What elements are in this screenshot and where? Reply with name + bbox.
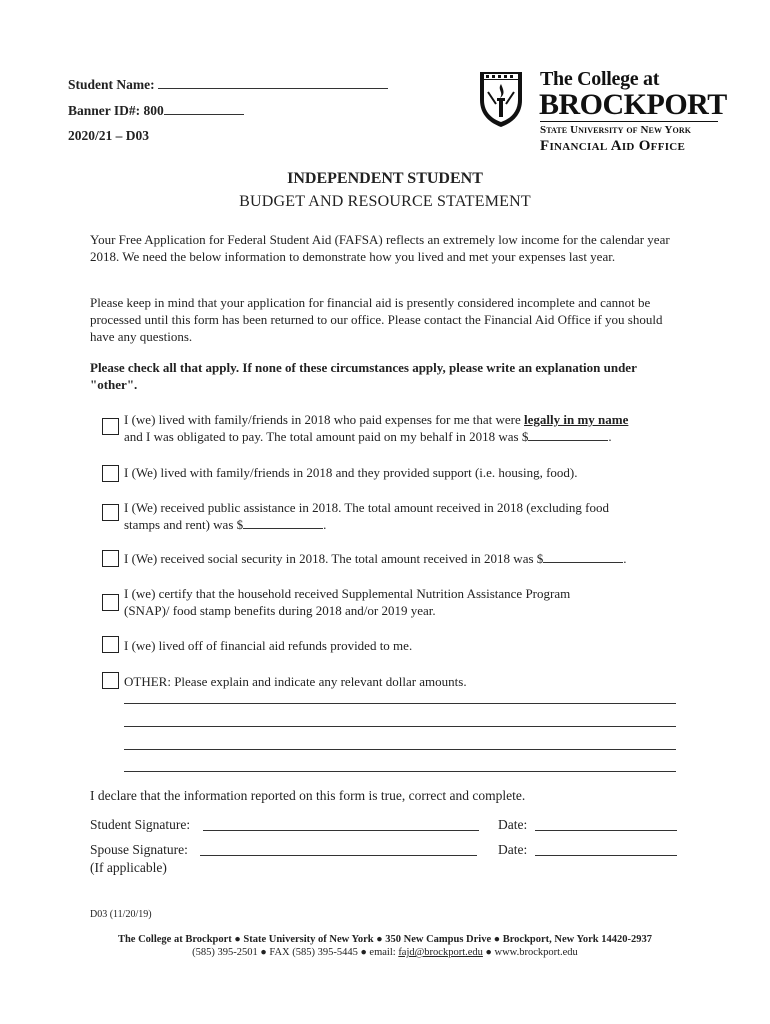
banner-id-row (68, 102, 244, 119)
college-seal-icon (478, 70, 524, 128)
form-code: 2020/21 – D03 (68, 128, 149, 143)
other-explanation-line-4[interactable] (124, 771, 676, 772)
checkbox-family-support[interactable] (102, 465, 119, 482)
option-social-security: I (We) received social security in 2018. The total amount received in 2018 was $ . (124, 551, 627, 566)
instruction-text: Please check all that apply. If none of these circumstances apply, please write an explanation under "other". (90, 360, 637, 392)
public-assistance-amount-field[interactable] (243, 516, 323, 529)
student-name-label: Student Name: (68, 77, 155, 92)
form-subtitle: BUDGET AND RESOURCE STATEMENT (239, 193, 531, 210)
checkbox-financial-aid-refunds[interactable] (102, 636, 119, 653)
intro-paragraph-2: Please keep in mind that your application for financial aid is presently considered incomplete and cannot be processed until this form has been returned to our office. Please contact the Financial Aid Office if you should have any questions. (90, 295, 663, 344)
checkbox-public-assistance[interactable] (102, 504, 119, 521)
other-explanation-line-3[interactable] (124, 749, 676, 750)
student-date-label: Date: (498, 817, 528, 832)
checkbox-social-security[interactable] (102, 550, 119, 567)
option-financial-aid-refunds: I (we) lived off of financial aid refunds provided to me. (124, 638, 413, 653)
footer-contact: (585) 395-2501 ● FAX (585) 395-5445 ● email: fajd@brockport.edu ● www.brockport.edu (192, 947, 578, 958)
paid-amount-field[interactable] (528, 428, 608, 441)
legally-in-my-name-emphasis: legally in my name (524, 412, 629, 427)
option-paid-expenses: I (we) lived with family/friends in 2018 who paid expenses for me that were legally in my name and I was obligated to pay. The total amount paid on my behalf in 2018 was $ . (124, 412, 629, 444)
logo-line1: The College at (540, 68, 660, 90)
spouse-date-line[interactable] (535, 855, 677, 856)
student-date-line[interactable] (535, 830, 677, 831)
student-signature-line[interactable] (203, 830, 479, 831)
spouse-signature-label: Spouse Signature: (90, 842, 188, 857)
student-name-row (68, 76, 388, 93)
form-number: D03 (11/20/19) (90, 909, 152, 920)
checkbox-other[interactable] (102, 672, 119, 689)
college-logo (478, 68, 727, 154)
logo-line3: State University of New York (540, 121, 718, 136)
option-family-support: I (We) lived with family/friends in 2018 and they provided support (i.e. housing, food). (124, 465, 578, 480)
student-name-field[interactable] (158, 76, 388, 89)
declaration-text: I declare that the information reported on this form is true, correct and complete. (90, 788, 526, 803)
logo-line4: Financial Aid Office (540, 138, 686, 154)
footer-address: The College at Brockport ● State University of New York ● 350 New Campus Drive ● Brockport, New York 14420-2937 (117, 934, 653, 945)
spouse-signature-line[interactable] (200, 855, 477, 856)
checkbox-snap[interactable] (102, 594, 119, 611)
social-security-amount-field[interactable] (543, 550, 623, 563)
option-public-assistance: I (We) received public assistance in 2018. The total amount received in 2018 (excluding food stamps and rent) was $ . (124, 500, 609, 532)
banner-id-field[interactable] (164, 102, 244, 115)
email-link[interactable]: fajd@brockport.edu (398, 947, 483, 958)
option-other: OTHER: Please explain and indicate any relevant dollar amounts. (124, 674, 467, 689)
logo-line2: BROCKPORT (539, 88, 727, 121)
other-explanation-line-1[interactable] (124, 703, 676, 704)
option-snap: I (we) certify that the household received Supplemental Nutrition Assistance Program (SNAP)/ food stamp benefits during 2018 and/or 2019 year. (124, 586, 571, 618)
spouse-date-label: Date: (498, 842, 528, 857)
if-applicable-note: (If applicable) (90, 860, 167, 875)
checkbox-paid-expenses[interactable] (102, 418, 119, 435)
form-title: INDEPENDENT STUDENT (287, 170, 483, 187)
intro-paragraph-1: Your Free Application for Federal Student Aid (FAFSA) reflects an extremely low income for the calendar year 2018. We need the below information to demonstrate how you lived and met your expenses last year. (90, 232, 670, 264)
banner-id-label: Banner ID#: 800 (68, 103, 164, 118)
student-signature-label: Student Signature: (90, 817, 191, 832)
other-explanation-line-2[interactable] (124, 726, 676, 727)
